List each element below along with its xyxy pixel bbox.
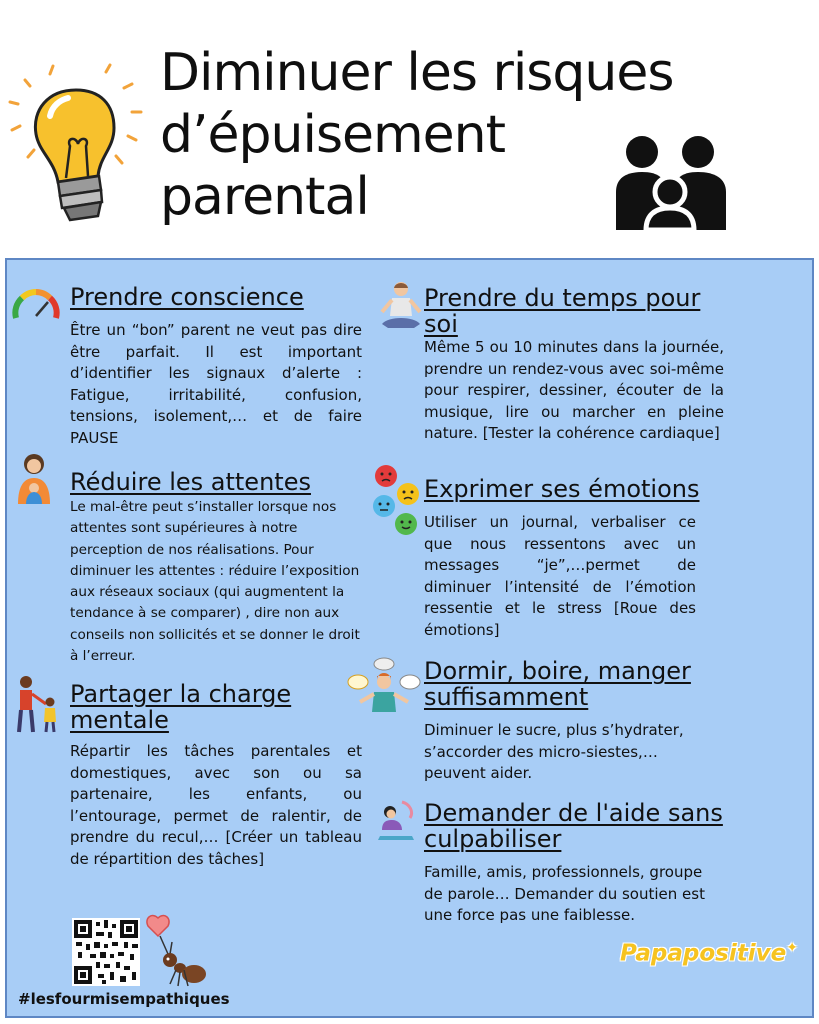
section-title: Partager la charge mentale <box>70 680 292 734</box>
section-title: Prendre du temps pour soi <box>424 284 701 338</box>
parent-child-walking-icon <box>10 674 66 734</box>
section-reduire-attentes <box>70 469 366 667</box>
section-body: Utiliser un journal, verbaliser ce que nous ressentons avec un messages “je”,…permet de diminuer l’intensité de l’émotion ressentie et le stress [Roue des émotions] <box>424 513 696 639</box>
brand-logo <box>620 940 798 967</box>
section-charge-mentale <box>70 681 362 870</box>
title-line: d’épuisement <box>160 105 506 165</box>
emotions-faces-icon <box>370 462 424 542</box>
section-prendre-conscience <box>70 284 362 449</box>
section-body: Répartir les tâches parentales et domestiques, avec son ou sa partenaire, les enfants, ou l’entourage, permet de ralentir, de prendre du recul,… [Créer un tableau de répartition des tâches] <box>70 742 362 868</box>
meditation-icon <box>378 280 424 330</box>
section-title: Exprimer ses émotions <box>424 475 700 503</box>
hashtag: #lesfourmisempathiques <box>18 990 230 1008</box>
section-body: Famille, amis, professionnels, groupe de parole… Demander du soutien est une force pas une faiblesse. <box>424 863 705 924</box>
section-dormir-boire-manger <box>424 658 724 785</box>
section-title: Dormir, boire, manger suffisamment <box>424 657 691 711</box>
qr-code-icon <box>72 918 140 986</box>
light-bulb-icon <box>6 62 146 232</box>
ant-with-heart-icon <box>142 914 210 990</box>
section-temps-pour-soi <box>424 285 724 445</box>
section-body: Diminuer le sucre, plus s’hydrater, s’accorder des micro-siestes,… peuvent aider. <box>424 721 684 782</box>
mother-child-icon <box>10 452 58 508</box>
self-care-person-icon <box>346 656 422 716</box>
sparkle-icon: ✦ <box>786 940 798 956</box>
section-title: Réduire les attentes <box>70 468 311 496</box>
title-line: Diminuer les risques <box>160 43 674 103</box>
section-title: Demander de l'aide sans culpabiliser <box>424 799 723 853</box>
title-line: parental <box>160 167 369 227</box>
family-icon <box>612 134 730 230</box>
header <box>0 0 819 256</box>
brand-name: Papapositive <box>620 940 787 967</box>
section-body: Le mal-être peut s’installer lorsque nos attentes sont supérieures à notre perception de nos réalisations. Pour diminuer les attentes : réduire l’exposition aux réseaux sociaux (qui augmentent la tendance à se comparer) , dire non aux conseils non sollicités et se donner le droit à l’erreur. <box>70 499 360 665</box>
section-demander-aide <box>424 800 734 927</box>
section-title: Prendre conscience <box>70 283 304 311</box>
section-body: Être un “bon” parent ne veut pas dire être parfait. Il est important d’identifier les signaux d’alerte : Fatigue, irritabilité, confusion, tensions, isolement,… et de faire PAUSE <box>70 321 362 447</box>
section-body: Même 5 ou 10 minutes dans la journée, prendre un rendez-vous avec soi-même pour respirer, dessiner, écouter de la musique, lire ou marcher en pleine nature. [Tester la cohérence cardiaque] <box>424 338 724 442</box>
section-exprimer-emotions <box>424 475 700 641</box>
gauge-icon <box>10 282 62 322</box>
support-person-icon <box>376 800 418 842</box>
